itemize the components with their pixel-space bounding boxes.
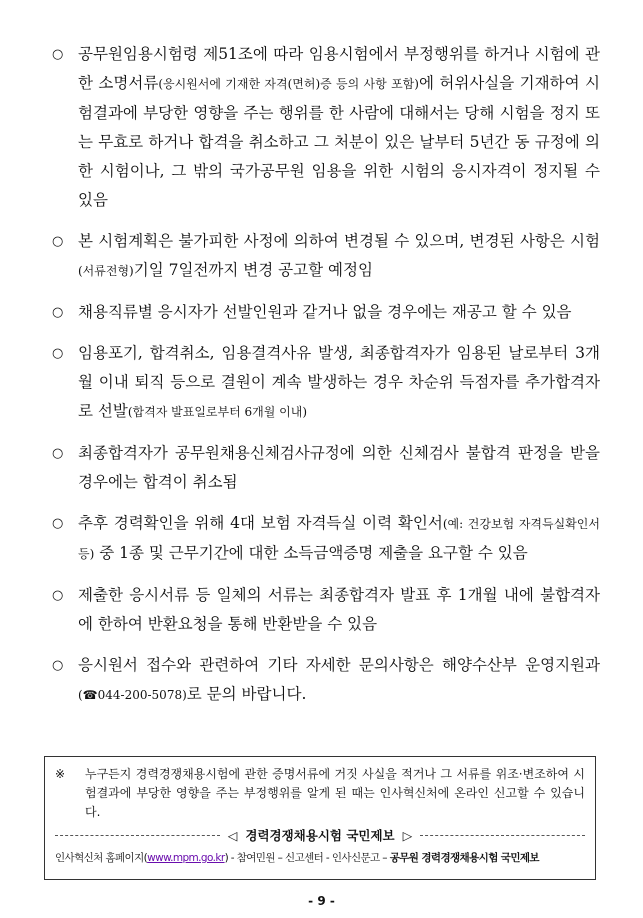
list-item-segment: 임용포기, 합격취소, 임용결격사유 발생, 최종합격자가 임용된 날로부터 3개월 이내 퇴직 등으로 결원이 계속 발생하는 경우 차순위 득점자를 추가합격자로 선발 bbox=[78, 344, 600, 420]
divider-line-right bbox=[420, 835, 585, 836]
list-item bbox=[44, 651, 600, 710]
list-item-segment: 공무원임용시험령 제51조에 따라 임용시험에서 부정행위를 하거나 시험에 관한 소명서류 bbox=[78, 45, 600, 92]
triangle-left-icon: ◁ bbox=[227, 827, 238, 843]
divider-line-left bbox=[55, 835, 220, 836]
bullet-circle-icon: ○ bbox=[52, 305, 64, 320]
report-path bbox=[55, 850, 585, 865]
list-item bbox=[44, 40, 600, 215]
notice-text: 누구든지 경력경쟁채용시험에 관한 증명서류에 거짓 사실을 적거나 그 서류를 위조·변조하여 시험결과에 부당한 영향을 주는 부정행위를 알게 된 때는 인사혁신처에 온라인 신고할 수 있습니다. bbox=[85, 767, 585, 819]
notice-paragraph bbox=[55, 765, 585, 822]
bullet-circle-icon: ○ bbox=[52, 588, 64, 603]
list-item-segment: 로 문의 바랍니다. bbox=[186, 685, 307, 703]
list-item-text bbox=[78, 586, 600, 633]
list-item-text bbox=[78, 514, 600, 562]
list-item-segment: 기일 7일전까지 변경 공고할 예정임 bbox=[133, 261, 373, 279]
bullet-circle-icon: ○ bbox=[52, 47, 64, 62]
list-item-note: (합격자 발표일로부터 6개월 이내) bbox=[127, 405, 307, 419]
notice-list bbox=[44, 40, 600, 722]
list-item bbox=[44, 298, 600, 327]
list-item bbox=[44, 339, 600, 427]
list-item-segment: 에 허위사실을 기재하여 시험결과에 부당한 영향을 주는 행위를 한 사람에 대해서는 당해 시험을 정지 또는 무효로 하거나 합격을 취소하고 그 처분이 있은 날부터 5년간 동 규정에 의한 시험이나, 그 밖의 국가공무원 임용을 위한 시험의 응시자격이 정지될 수 있음 bbox=[78, 74, 600, 209]
reference-mark-icon: ※ bbox=[55, 767, 66, 781]
list-item-text bbox=[78, 232, 600, 279]
list-item-note: (예: 건강보험 자격득실확인서 등) bbox=[78, 517, 600, 561]
list-item bbox=[44, 439, 600, 497]
list-item-segment: 추후 경력확인을 위해 4대 보험 자격득실 이력 확인서 bbox=[78, 514, 443, 532]
bullet-circle-icon: ○ bbox=[52, 446, 64, 461]
list-item-segment: 본 시험계획은 불가피한 사정에 의하여 변경될 수 있으며, 변경된 사항은 시험 bbox=[78, 232, 600, 250]
list-item-text bbox=[78, 656, 600, 703]
list-item-segment: 최종합격자가 공무원채용신체검사규정에 의한 신체검사 불합격 판정을 받을 경우에는 합격이 취소됨 bbox=[78, 444, 600, 491]
report-path-final: 공무원 경력경쟁채용시험 국민제보 bbox=[389, 852, 539, 864]
report-path-middle: ) - 참여민원 – 신고센터 - 인사신문고 – bbox=[224, 852, 390, 864]
homepage-link[interactable]: www.mpm.go.kr bbox=[147, 852, 225, 864]
list-item bbox=[44, 509, 600, 569]
list-item-text bbox=[78, 303, 572, 321]
list-item bbox=[44, 227, 600, 286]
bullet-circle-icon: ○ bbox=[52, 658, 64, 673]
list-item-text bbox=[78, 344, 600, 420]
list-item-note: (☎044-200-5078) bbox=[78, 688, 187, 702]
list-item bbox=[44, 581, 600, 639]
bullet-circle-icon: ○ bbox=[52, 516, 64, 531]
report-notice-box bbox=[44, 756, 596, 880]
report-path-prefix: 인사혁신처 홈페이지( bbox=[55, 852, 148, 864]
bullet-circle-icon: ○ bbox=[52, 234, 64, 249]
list-item-text bbox=[78, 45, 600, 209]
page-number: - 9 - bbox=[308, 894, 335, 908]
list-item-segment: 응시원서 접수와 관련하여 기타 자세한 문의사항은 해양수산부 운영지원과 bbox=[78, 656, 600, 674]
list-item-text bbox=[78, 444, 600, 491]
bullet-circle-icon: ○ bbox=[52, 346, 64, 361]
list-item-segment: 채용직류별 응시자가 선발인원과 같거나 없을 경우에는 재공고 할 수 있음 bbox=[78, 303, 572, 321]
list-item-note: (서류전형) bbox=[78, 264, 134, 278]
list-item-note: (응시원서에 기재한 자격(면허)증 등의 사항 포함) bbox=[158, 77, 419, 91]
notice-title-row bbox=[55, 826, 585, 844]
list-item-segment: 중 1종 및 근무기간에 대한 소득금액증명 제출을 요구할 수 있음 bbox=[94, 544, 528, 562]
notice-title: 경력경쟁채용시험 국민제보 bbox=[245, 828, 395, 843]
list-item-segment: 제출한 응시서류 등 일체의 서류는 최종합격자 발표 후 1개월 내에 불합격자에 한하여 반환요청을 통해 반환받을 수 있음 bbox=[78, 586, 600, 633]
triangle-right-icon: ▷ bbox=[402, 827, 413, 843]
